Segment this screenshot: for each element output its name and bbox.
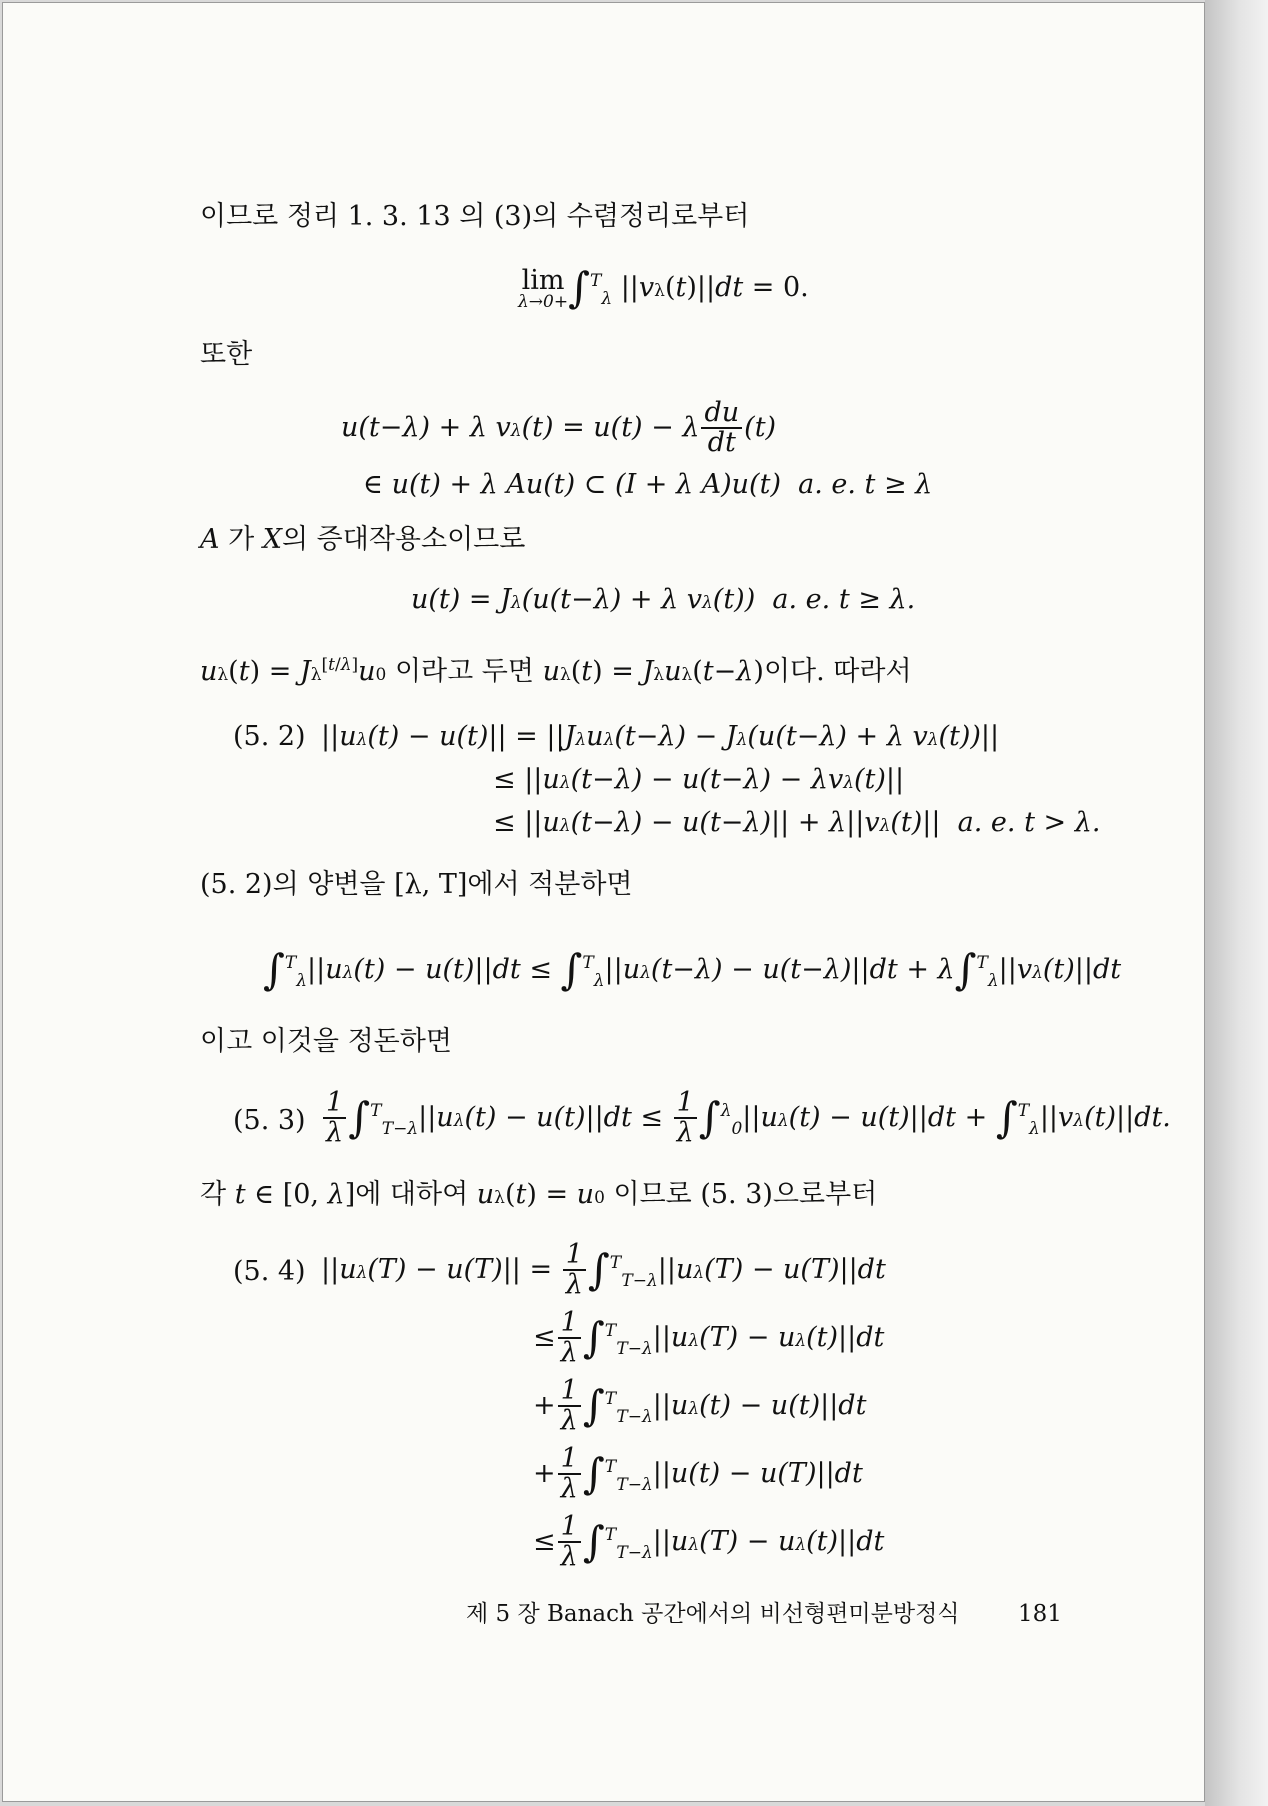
page-edge	[1205, 0, 1268, 1806]
equation-5-2-line1: ||uλ(t) − u(t)|| = ||Jλuλ(t−λ) − Jλ(u(t−λ) + λ vλ(t))||	[321, 721, 1000, 752]
paragraph-text: uλ(t) = Jλ[t/λ]u0 이라고 두면 uλ(t) = Jλuλ(t−λ)이다. 따라서	[200, 655, 912, 687]
equation-label: (5. 4)	[233, 1256, 306, 1287]
equation-5-3: $\frac{1}{\lambda}$ ∫$^T_{T-\lambda}$||uλ(t) − u(t)||dt ≤ $\frac{1}{\lambda}$ ∫$^\lambda_0$||uλ(t) − u(t)||dt + ∫$^T_\lambda$||vλ(t)||dt.	[321, 1089, 1171, 1148]
book-page	[2, 2, 1205, 1802]
page-number: 181	[1018, 1601, 1062, 1627]
equation-5-4-line5: ≤ $\frac{1}{\lambda}$ ∫$^T_{T-\lambda}$||uλ(T) − uλ(t)||dt	[533, 1511, 885, 1573]
paragraph-text: (5. 2)의 양변을 [λ, T]에서 적분하면	[200, 869, 633, 900]
equation-5-4-line2: ≤ $\frac{1}{\lambda}$ ∫$^T_{T-\lambda}$||uλ(T) − uλ(t)||dt	[533, 1307, 885, 1369]
paragraph-text: 또한	[200, 339, 253, 370]
equation-label: (5. 3)	[233, 1105, 306, 1136]
equation-5-2-line2: ≤ ||uλ(t−λ) − u(t−λ) − λvλ(t)||	[493, 764, 905, 795]
paragraph-text: 이므로 정리 1. 3. 13 의 (3)의 수렴정리로부터	[200, 201, 750, 232]
equation-5-4-line3: + $\frac{1}{\lambda}$ ∫$^T_{T-\lambda}$||uλ(t) − u(t)||dt	[533, 1375, 867, 1437]
equation-resolvent: u(t) = Jλ(u(t−λ) + λ vλ(t)) a. e. t ≥ λ.	[411, 584, 916, 615]
equation-u-shift: u(t−λ) + λ vλ(t) = u(t) − λ $\frac{du}{dt}$ (t)	[341, 397, 777, 459]
paragraph-text: A 가 X의 증대작용소이므로	[200, 524, 526, 555]
equation-5-4-line1: ||uλ(T) − u(T)|| = $\frac{1}{\lambda}$ ∫$^T_{T-\lambda}$||uλ(T) − u(T)||dt	[321, 1239, 886, 1301]
equation-label: (5. 2)	[233, 721, 306, 752]
equation-5-4-line4: + $\frac{1}{\lambda}$ ∫$^T_{T-\lambda}$||u(t) − u(T)||dt	[533, 1443, 863, 1505]
running-footer: 제 5 장 Banach 공간에서의 비선형편미분방정식	[466, 1601, 960, 1627]
equation-5-2-line3: ≤ ||uλ(t−λ) − u(t−λ)|| + λ||vλ(t)|| a. e. t > λ.	[493, 807, 1101, 838]
equation-limit: lim λ→0+ ∫$^T_\lambda$ ||vλ(t)||dt = 0.	[518, 263, 809, 312]
equation-inclusion: ∈ u(t) + λ Au(t) ⊂ (I + λ A)u(t) a. e. t ≥ λ	[363, 469, 933, 500]
paragraph-text: 이고 이것을 정돈하면	[200, 1026, 452, 1057]
equation-integral: ∫$^T_\lambda$||uλ(t) − u(t)||dt ≤ ∫$^T_\lambda$||uλ(t−λ) − u(t−λ)||dt + λ∫$^T_\lambda$||vλ(t)||dt	[263, 945, 1122, 994]
paragraph-text: 각 t ∈ [0, λ]에 대하여 uλ(t) = u0 이므로 (5. 3)으로부터	[200, 1179, 878, 1210]
